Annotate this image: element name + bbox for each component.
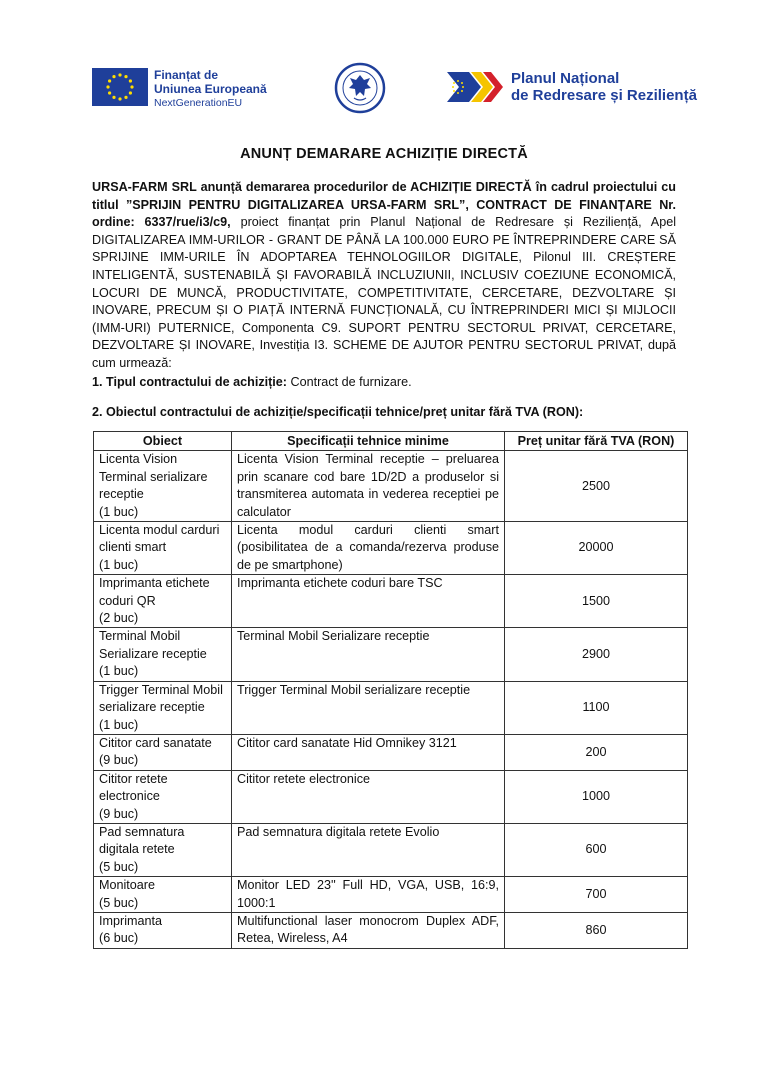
row-price: 860	[505, 912, 688, 948]
row-object: Licenta Vision Terminal serializare receptie (1 buc)	[94, 451, 232, 522]
romanian-government-seal-icon	[334, 62, 386, 114]
header-object: Obiect	[94, 432, 232, 451]
row-object: Pad semnatura digitala retete (5 buc)	[94, 823, 232, 876]
row-spec: Pad semnatura digitala retete Evolio	[232, 823, 505, 876]
row-spec: Cititor card sanatate Hid Omnikey 3121	[232, 734, 505, 770]
eu-funding-logo	[92, 68, 267, 110]
section1-label: 1. Tipul contractului de achiziție:	[92, 375, 288, 389]
table-row	[94, 575, 688, 628]
row-price: 2500	[505, 451, 688, 522]
section2-label: 2. Obiectul contractului de achiziție/specificații tehnice/preț unitar fără TVA (RON):	[92, 405, 584, 419]
row-price: 2900	[505, 628, 688, 681]
pnrr-logo-line1: Planul Național	[511, 70, 620, 87]
table-row	[94, 734, 688, 770]
row-object: Imprimanta etichete coduri QR (2 buc)	[94, 575, 232, 628]
row-object: Imprimanta (6 buc)	[94, 912, 232, 948]
pnrr-logo-line2: de Redresare și Reziliență	[511, 87, 697, 104]
table-row	[94, 681, 688, 734]
row-spec: Multifunctional laser monocrom Duplex ADF, Retea, Wireless, A4	[232, 912, 505, 948]
eu-logo-line3: NextGenerationEU	[154, 97, 243, 109]
row-spec: Trigger Terminal Mobil serializare receptie	[232, 681, 505, 734]
intro-rest: proiect finanțat prin Planul Național de Redresare și Reziliență, Apel DIGITALIZAREA IMM-URILOR - GRANT DE PÂNĂ LA 100.000 EURO PE ÎNTREPRINDERE CARE SĂ SPRIJINE IMM-URILE ÎN ADOPTAREA TEHNOLOGIILOR DIGITALE, Pilonul III. CREȘTERE INTELIGENTĂ, SUSTENABILĂ ȘI FAVORABILĂ INCLUZIUNII, INCLUSIV COEZIUNE ECONOMICĂ, LOCURI DE MUNCĂ, PRODUCTIVITATE, COMPETITIVITATE, CERCETARE, DEZVOLTARE ȘI INOVARE, PRECUM ȘI O PIAȚĂ INTERNĂ FUNCȚIONALĂ, CU ÎNTREPRINDERI MICI ȘI MIJLOCII (IMM-URI) PUTERNICE, Componenta C9. SUPORT PENTRU SECTORUL PRIVAT, CERCETARE, DEZVOLTARE ȘI INOVARE, Investiția I3. SCHEME DE AJUTOR PENTRU SECTORUL PRIVAT, după cum urmează:	[92, 215, 677, 370]
eu-flag-icon	[92, 68, 148, 106]
row-spec: Terminal Mobil Serializare receptie	[232, 628, 505, 681]
row-price: 600	[505, 823, 688, 876]
section-contract-object	[92, 404, 676, 421]
row-price: 200	[505, 734, 688, 770]
specifications-table	[93, 431, 688, 949]
table-row	[94, 912, 688, 948]
table-row	[94, 823, 688, 876]
row-price: 1100	[505, 681, 688, 734]
section1-value: Contract de furnizare.	[287, 375, 412, 389]
header-logos	[92, 62, 702, 114]
row-object: Trigger Terminal Mobil serializare receptie (1 buc)	[94, 681, 232, 734]
row-spec: Licenta modul carduri clienti smart (posibilitatea de a comanda/rezerva produse de pe smartphone)	[232, 522, 505, 575]
intro-paragraph	[92, 179, 676, 373]
row-price: 20000	[505, 522, 688, 575]
table-row	[94, 451, 688, 522]
row-object: Terminal Mobil Serializare receptie (1 buc)	[94, 628, 232, 681]
table-row	[94, 770, 688, 823]
pnrr-arrow-icon	[447, 70, 505, 104]
pnrr-logo	[447, 70, 697, 104]
row-spec: Monitor LED 23'' Full HD, VGA, USB, 16:9, 1000:1	[232, 877, 505, 913]
header-spec: Specificații tehnice minime	[232, 432, 505, 451]
row-object: Cititor card sanatate (9 buc)	[94, 734, 232, 770]
row-spec: Cititor retete electronice	[232, 770, 505, 823]
table-header-row	[94, 432, 688, 451]
row-object: Licenta modul carduri clienti smart (1 buc)	[94, 522, 232, 575]
row-spec: Imprimanta etichete coduri bare TSC	[232, 575, 505, 628]
table-row	[94, 522, 688, 575]
table-row	[94, 877, 688, 913]
row-price: 1000	[505, 770, 688, 823]
header-price: Preț unitar fără TVA (RON)	[505, 432, 688, 451]
row-object: Monitoare (5 buc)	[94, 877, 232, 913]
document-title: ANUNȚ DEMARARE ACHIZIȚIE DIRECTĂ	[240, 146, 528, 162]
intro-bold-lead: URSA-FARM SRL anunță demararea procedurilor de ACHIZIȚIE DIRECTĂ în cadrul proiectului cu titlul ”SPRIJIN PENTRU DIGITALIZAREA URSA-FARM SRL”, CONTRACT DE FINANȚARE Nr. ordine: 6337/rue/i3/c9,	[92, 180, 676, 230]
row-price: 1500	[505, 575, 688, 628]
eu-logo-line2: Uniunea Europeană	[154, 82, 267, 96]
section-contract-type	[92, 374, 676, 391]
eu-logo-line1: Finanțat de	[154, 68, 219, 82]
row-object: Cititor retete electronice (9 buc)	[94, 770, 232, 823]
table-row	[94, 628, 688, 681]
row-spec: Licenta Vision Terminal receptie – preluarea prin scanare cod bare 1D/2D a produselor si transmiterea automata in vederea receptiei pe calculator	[232, 451, 505, 522]
row-price: 700	[505, 877, 688, 913]
